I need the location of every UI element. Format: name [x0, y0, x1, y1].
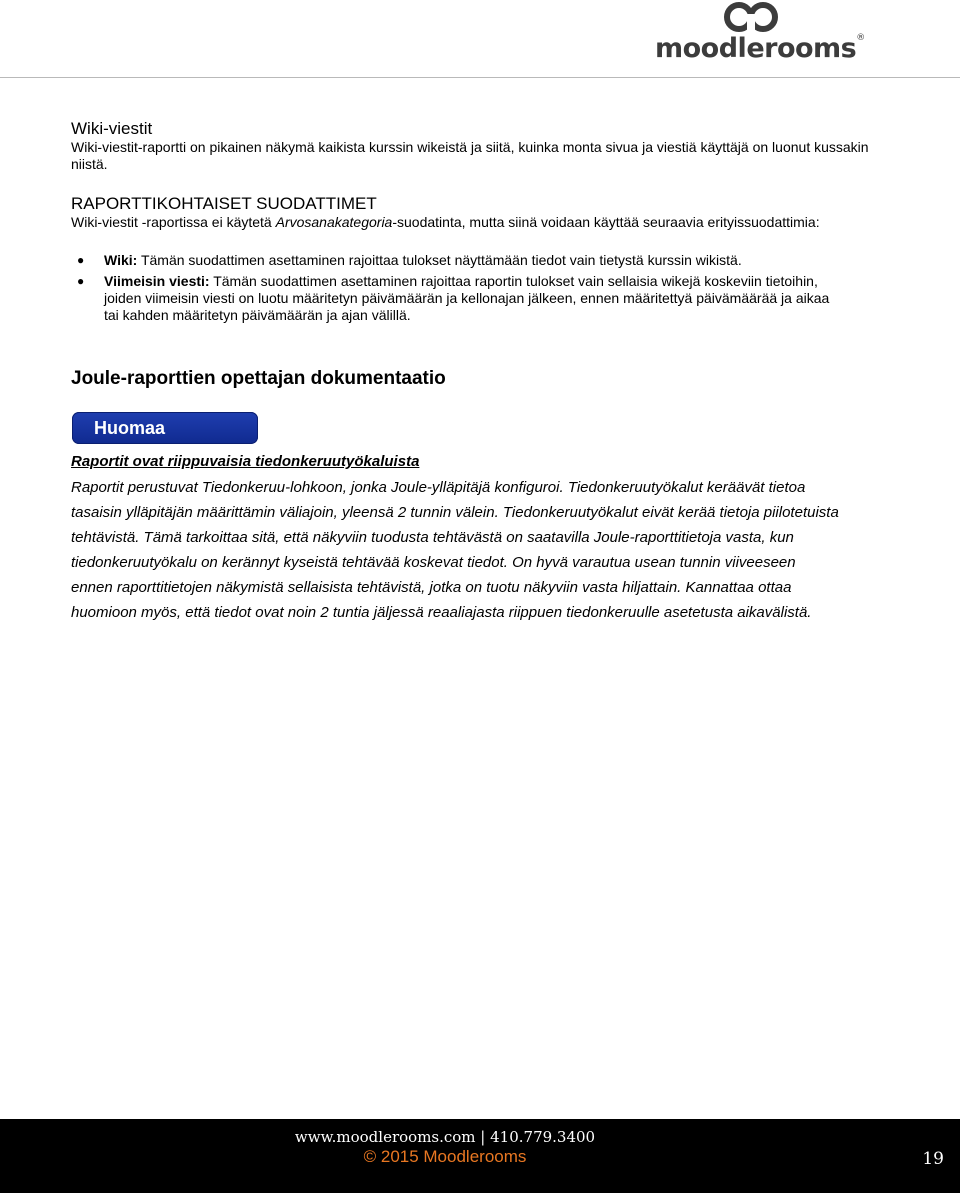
wiki-description: Wiki-viestit-raportti on pikainen näkymä kaikista kurssin wikeistä ja siitä, kuinka monta sivua ja viestiä käyttäjä on luonut kussakin niistä.	[71, 139, 869, 172]
filters-section-title: RAPORTTIKOHTAISET SUODATTIMET	[71, 194, 377, 213]
bullet-icon: ●	[77, 274, 85, 288]
page-number: 19	[922, 1149, 944, 1169]
note-badge	[72, 412, 258, 444]
footer-copyright: © 2015 Moodlerooms	[363, 1147, 527, 1166]
filter-item-wiki: Wiki: Tämän suodattimen asettaminen rajoittaa tulokset näyttämään tiedot vain tietystä kurssin wikistä.	[104, 252, 742, 268]
header-divider	[0, 77, 960, 78]
filters-intro: Wiki-viestit -raportissa ei käytetä Arvosanakategoria-suodatinta, mutta siinä voidaan käyttää seuraavia erityissuodattimia:	[71, 214, 820, 230]
bullet-icon: ●	[77, 253, 85, 267]
moodlerooms-logo-icon	[721, 0, 781, 34]
filter-item-last-post: Viimeisin viesti: Tämän suodattimen asettaminen rajoittaa raportin tulokset vain sellaisia wikejä koskeviin tietoihin, joiden viimeisin viesti on luotu määritetyn päivämäärän ja kellonajan jälkeen, ennen määritettyä päivämäärää ja aikaa tai kahden määritetyn päivämäärän ja ajan välillä.	[104, 273, 830, 323]
note-label: Huomaa	[94, 418, 166, 438]
page-footer	[0, 1119, 960, 1193]
documentation-heading: Joule-raporttien opettajan dokumentaatio	[71, 368, 446, 389]
note-body: Raportit perustuvat Tiedonkeruu-lohkoon, jonka Joule-ylläpitäjä konfiguroi. Tiedonkeruutyökalut keräävät tietoa tasaisin ylläpitäjän määrittämin väliajoin, yleensä 2 tunnin välein. Tiedonkeruutyökalut eivät kerää tietoja piilotetuista tehtävistä. Tämä tarkoittaa sitä, että näkyviin tuodusta tehtävästä on saatavilla Joule-raporttitietoja vasta, kun tiedonkeruutyökalu on kerännyt kyseistä tehtävää koskevat tiedot. On hyvä varautua usean tunnin viiveeseen ennen raporttitietojen näkymistä sellaisista tehtävistä, jotka on tuotu näkyviin vasta hiljattain. Kannattaa ottaa huomioon myös, että tiedot ovat noin 2 tuntia jäljessä reaaliajasta riippuen tiedonkeruulle asetetusta aikavälistä.	[71, 479, 839, 621]
footer-contact: www.moodlerooms.com | 410.779.3400	[294, 1128, 596, 1146]
logo-wordmark: moodlerooms®	[655, 33, 865, 64]
wiki-section-title: Wiki-viestit	[71, 119, 153, 138]
note-title: Raportit ovat riippuvaisia tiedonkeruutyökaluista	[71, 453, 420, 470]
moodlerooms-logo	[655, 0, 865, 68]
